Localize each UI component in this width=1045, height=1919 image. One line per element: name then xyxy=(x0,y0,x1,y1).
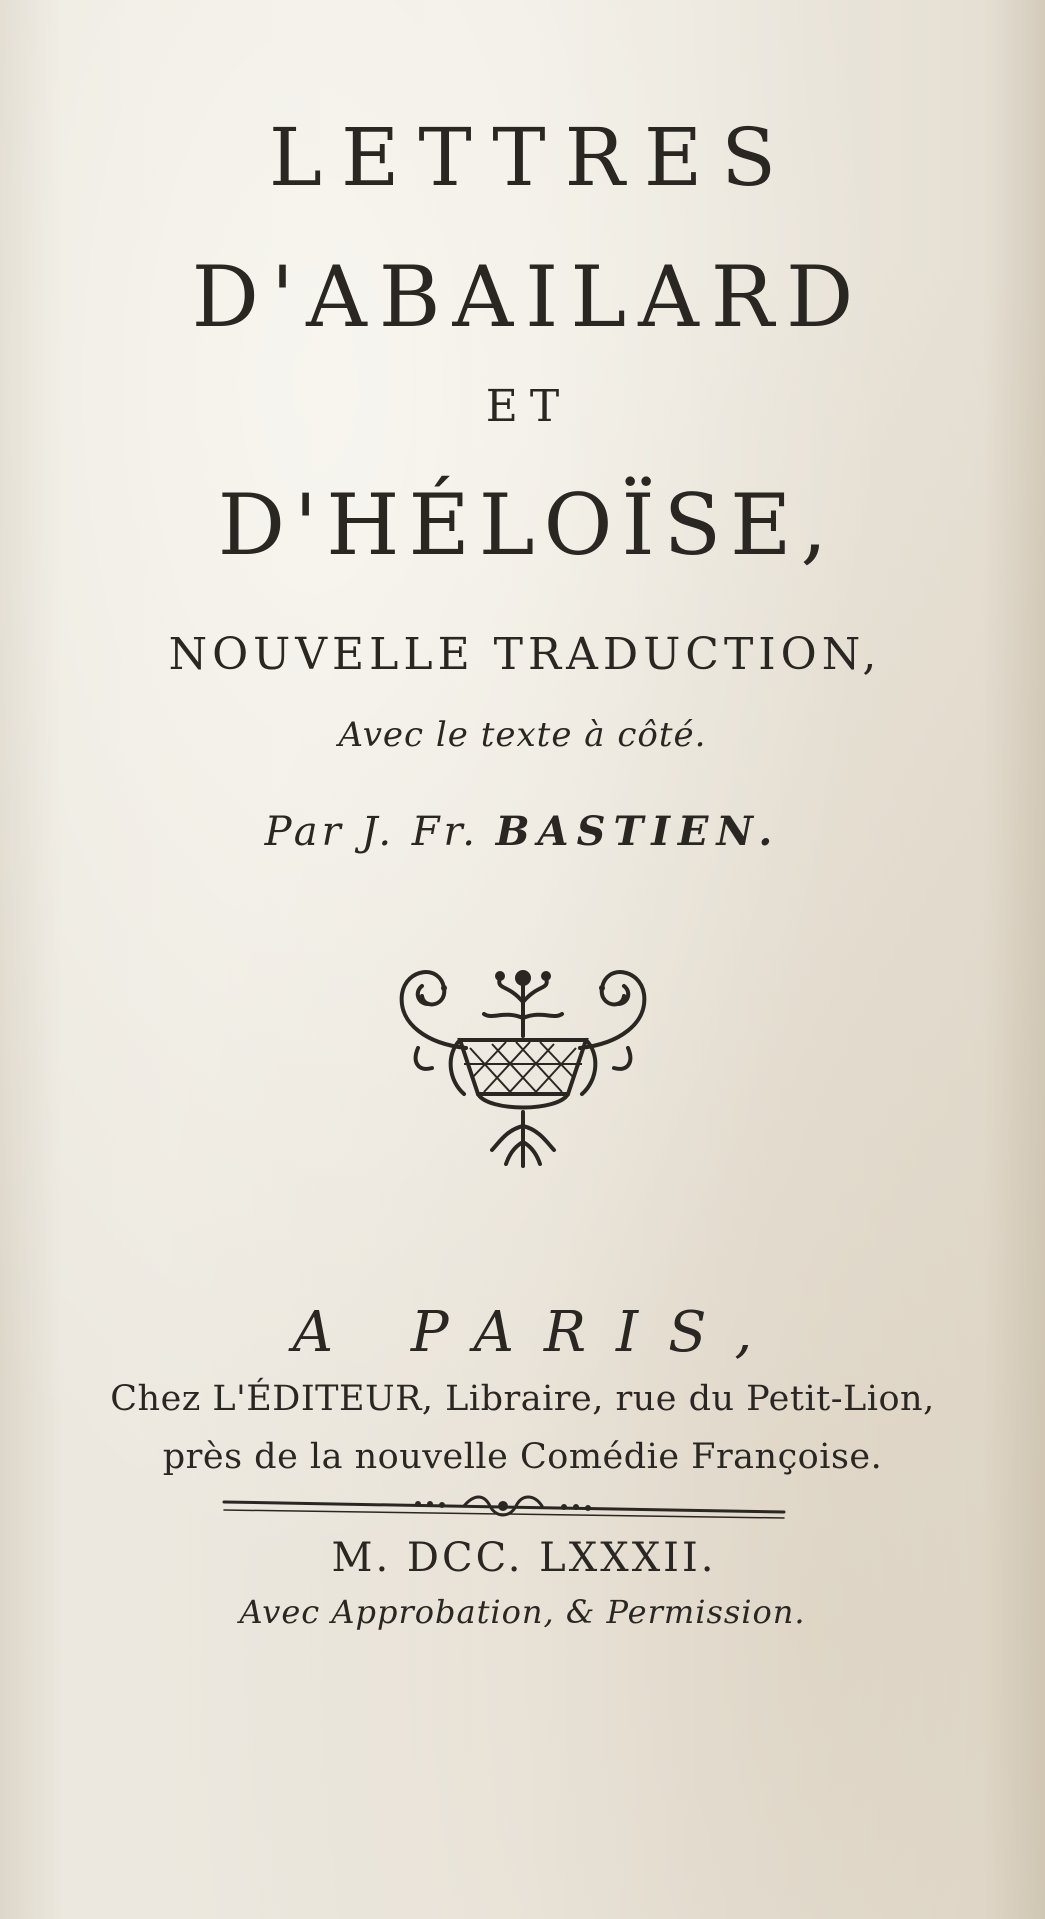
title-line-heloise: D'HÉLOÏSE, xyxy=(217,476,837,574)
imprint-publisher: Chez L'ÉDITEUR, Libraire, rue du Petit-Lion, xyxy=(110,1379,935,1419)
text-note: Avec le texte à côté. xyxy=(338,715,707,755)
imprint-city: A PARIS, xyxy=(292,1300,783,1365)
author-prefix: Par J. Fr. xyxy=(264,809,479,855)
publication-date: M. DCC. LXXXII. xyxy=(331,1535,717,1581)
title-line-et: ET xyxy=(485,381,572,432)
title-line-abailard: D'ABAILARD xyxy=(191,248,866,346)
imprint-address: près de la nouvelle Comédie Françoise. xyxy=(162,1437,883,1477)
author-name: BASTIEN. xyxy=(495,808,781,855)
basket-of-flowers-ornament xyxy=(388,944,658,1174)
author-line xyxy=(0,808,1045,855)
approbation-note: Avec Approbation, & Permission. xyxy=(239,1593,806,1631)
title-line-lettres: LETTRES xyxy=(268,111,796,204)
decorative-rule xyxy=(218,1490,790,1526)
subtitle: NOUVELLE TRADUCTION, xyxy=(168,629,882,680)
